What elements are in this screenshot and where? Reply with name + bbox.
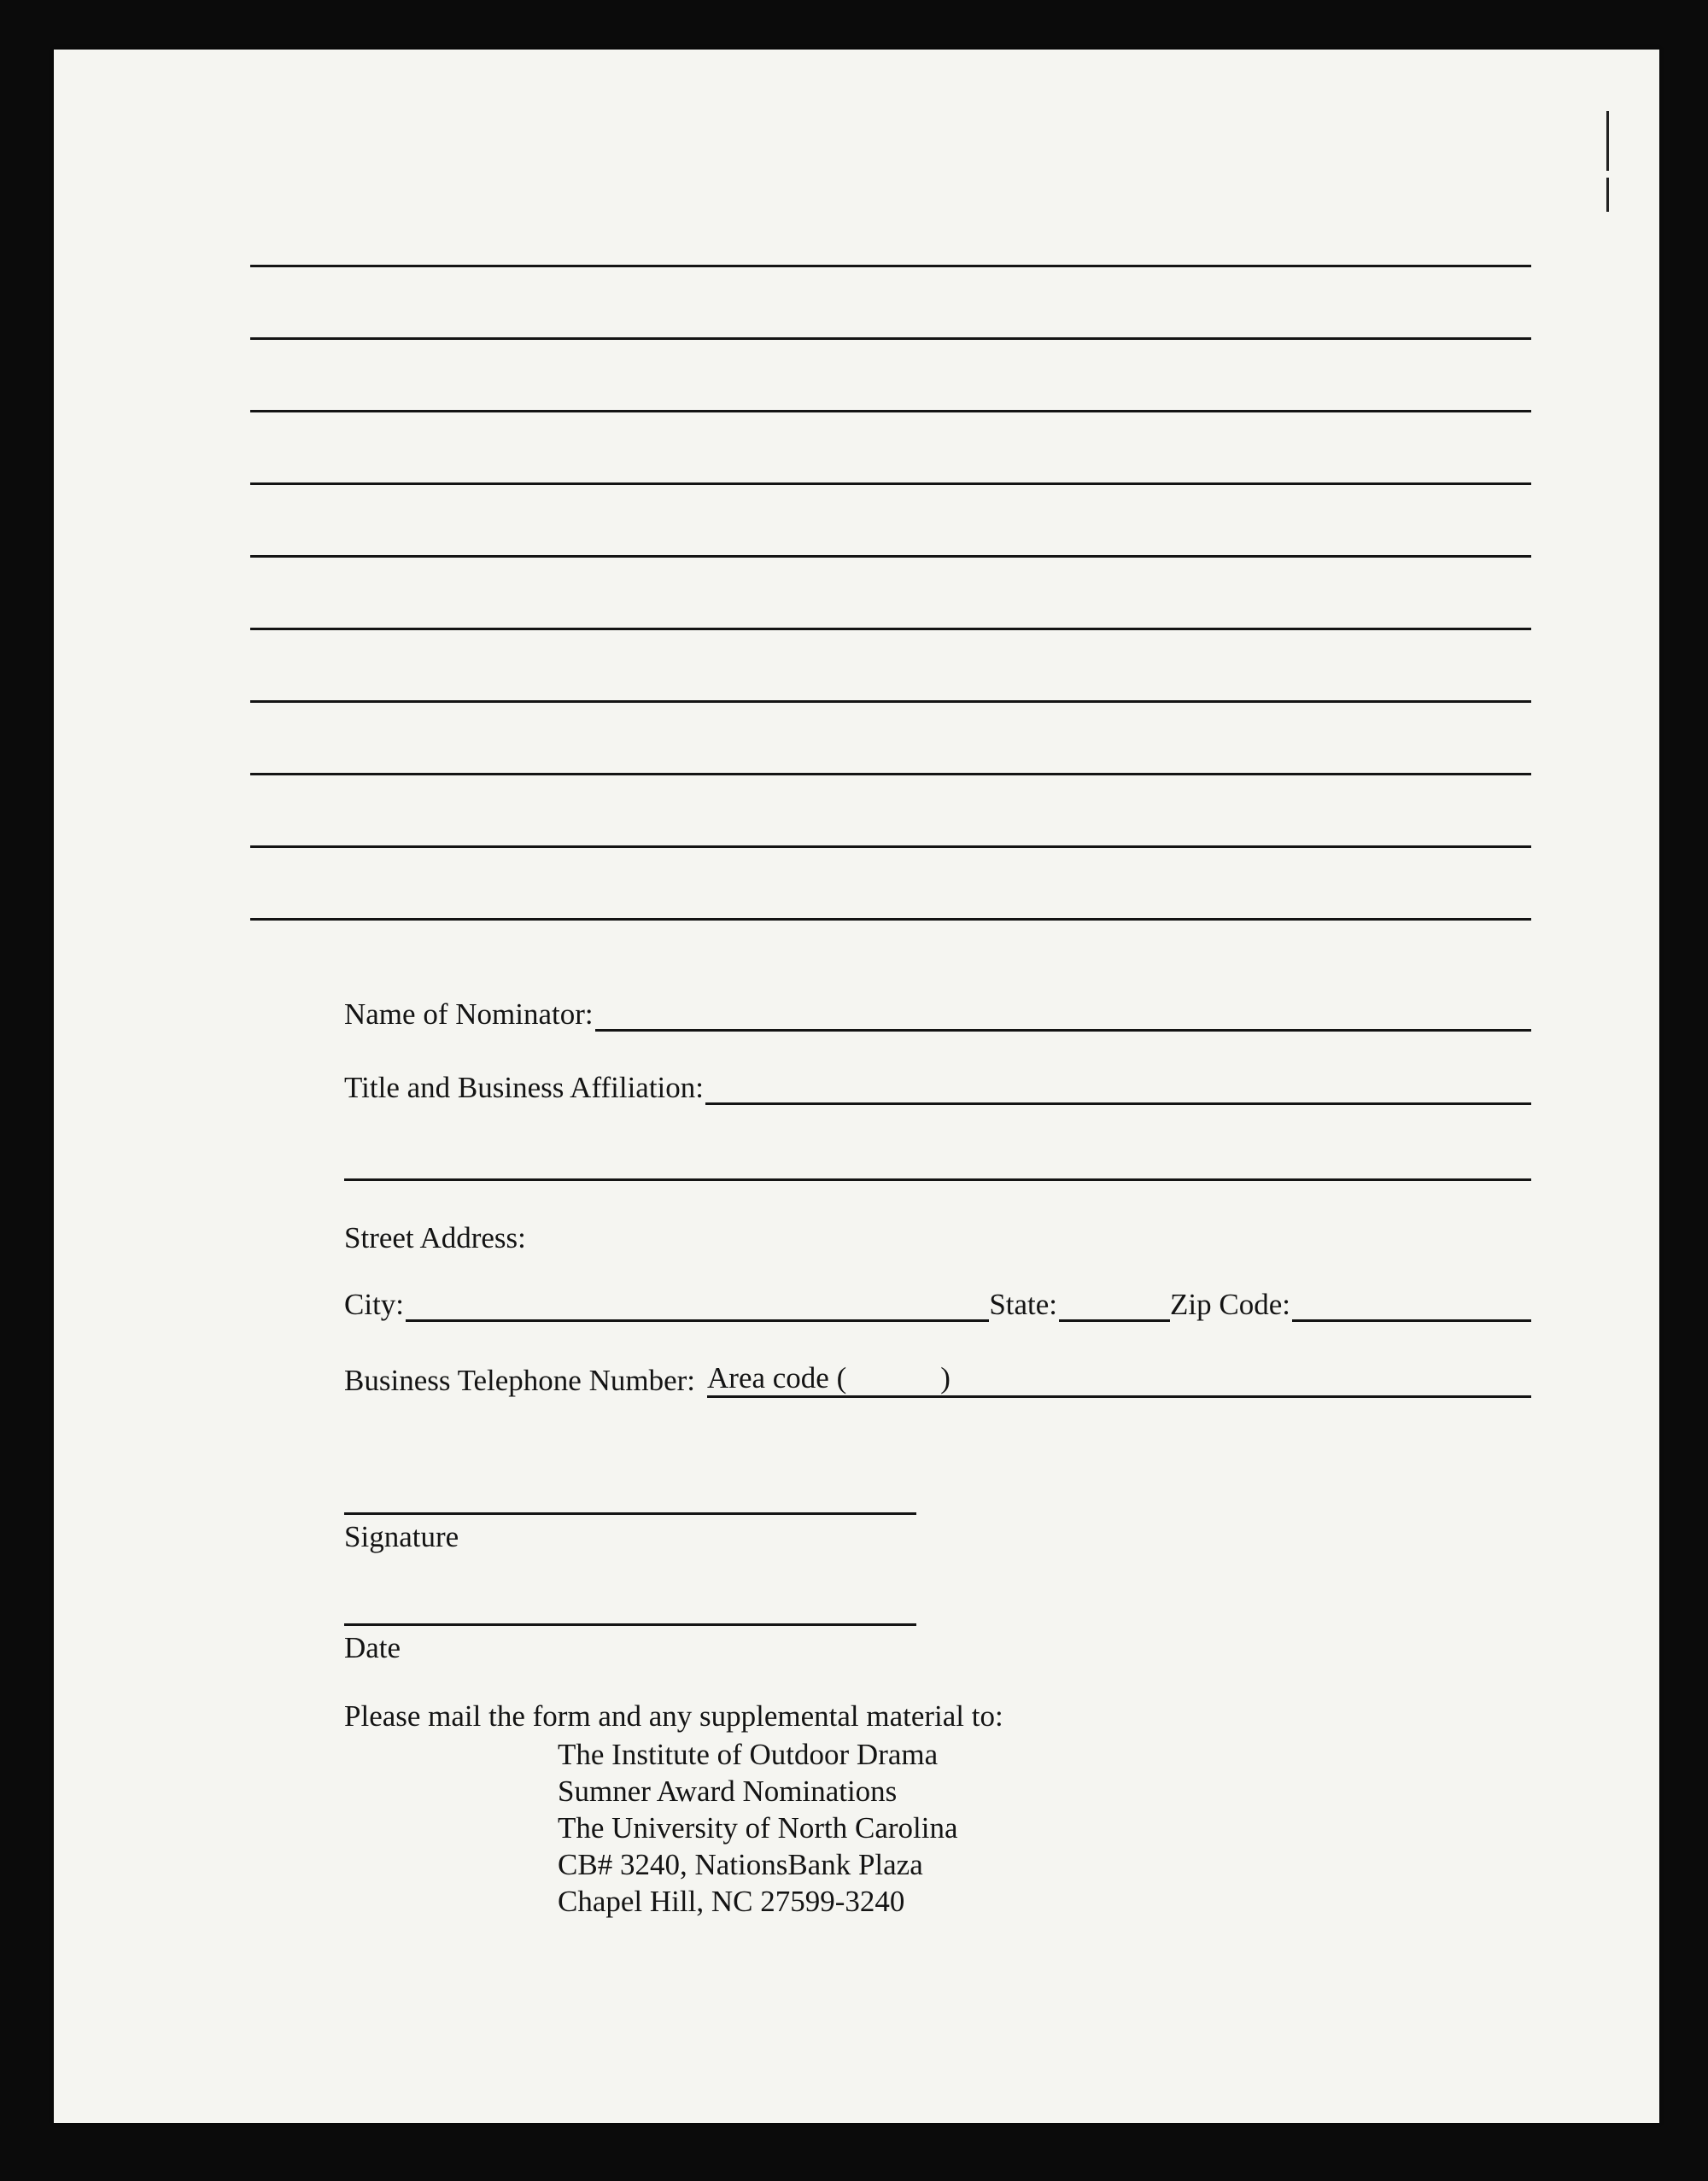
mail-instruction: Please mail the form and any supplemental material to: <box>344 1699 1003 1733</box>
address-line: The University of North Carolina <box>558 1811 958 1845</box>
signature-line[interactable] <box>344 1512 916 1515</box>
title-affiliation-field-line-2[interactable] <box>344 1178 1531 1181</box>
response-line-6[interactable] <box>250 628 1531 630</box>
date-label: Date <box>344 1631 401 1664</box>
business-phone-field[interactable] <box>951 1368 1531 1398</box>
address-line: Chapel Hill, NC 27599-3240 <box>558 1885 905 1918</box>
mailing-address <box>558 1736 958 1920</box>
response-line-7[interactable] <box>250 700 1531 703</box>
response-line-10[interactable] <box>250 918 1531 921</box>
area-code-field[interactable] <box>707 1361 951 1398</box>
response-line-8[interactable] <box>250 773 1531 775</box>
response-line-2[interactable] <box>250 337 1531 340</box>
zip-label: Zip Code: <box>1170 1288 1290 1321</box>
title-affiliation-label: Title and Business Affiliation: <box>344 1071 705 1104</box>
city-label: City: <box>344 1288 405 1321</box>
nominator-name-field[interactable] <box>595 1002 1531 1032</box>
business-phone-row <box>344 1361 1531 1398</box>
zip-field[interactable] <box>1292 1292 1531 1322</box>
response-line-9[interactable] <box>250 845 1531 848</box>
street-address-row <box>344 1221 1531 1255</box>
response-line-4[interactable] <box>250 482 1531 485</box>
address-line: The Institute of Outdoor Drama <box>558 1738 939 1771</box>
page-edge-mark <box>1606 111 1609 171</box>
response-line-5[interactable] <box>250 555 1531 558</box>
page-edge-mark <box>1606 178 1609 212</box>
city-field[interactable] <box>406 1292 989 1322</box>
response-line-3[interactable] <box>250 410 1531 412</box>
business-phone-label: Business Telephone Number: <box>344 1364 696 1397</box>
state-field[interactable] <box>1059 1292 1170 1322</box>
date-line[interactable] <box>344 1623 916 1626</box>
form-page <box>54 50 1659 2123</box>
title-affiliation-field[interactable] <box>705 1075 1531 1105</box>
state-label: State: <box>989 1288 1058 1321</box>
nominator-name-row <box>344 997 1531 1032</box>
city-state-zip-row <box>344 1288 1531 1322</box>
signature-label: Signature <box>344 1520 459 1553</box>
title-affiliation-row <box>344 1071 1531 1105</box>
area-code-open: Area code ( <box>707 1361 847 1395</box>
address-line: CB# 3240, NationsBank Plaza <box>558 1848 923 1881</box>
nominator-name-label: Name of Nominator: <box>344 997 594 1031</box>
response-line-1[interactable] <box>250 265 1531 267</box>
area-code-close: ) <box>940 1361 951 1395</box>
address-line: Sumner Award Nominations <box>558 1775 898 1808</box>
street-address-label: Street Address: <box>344 1221 526 1254</box>
